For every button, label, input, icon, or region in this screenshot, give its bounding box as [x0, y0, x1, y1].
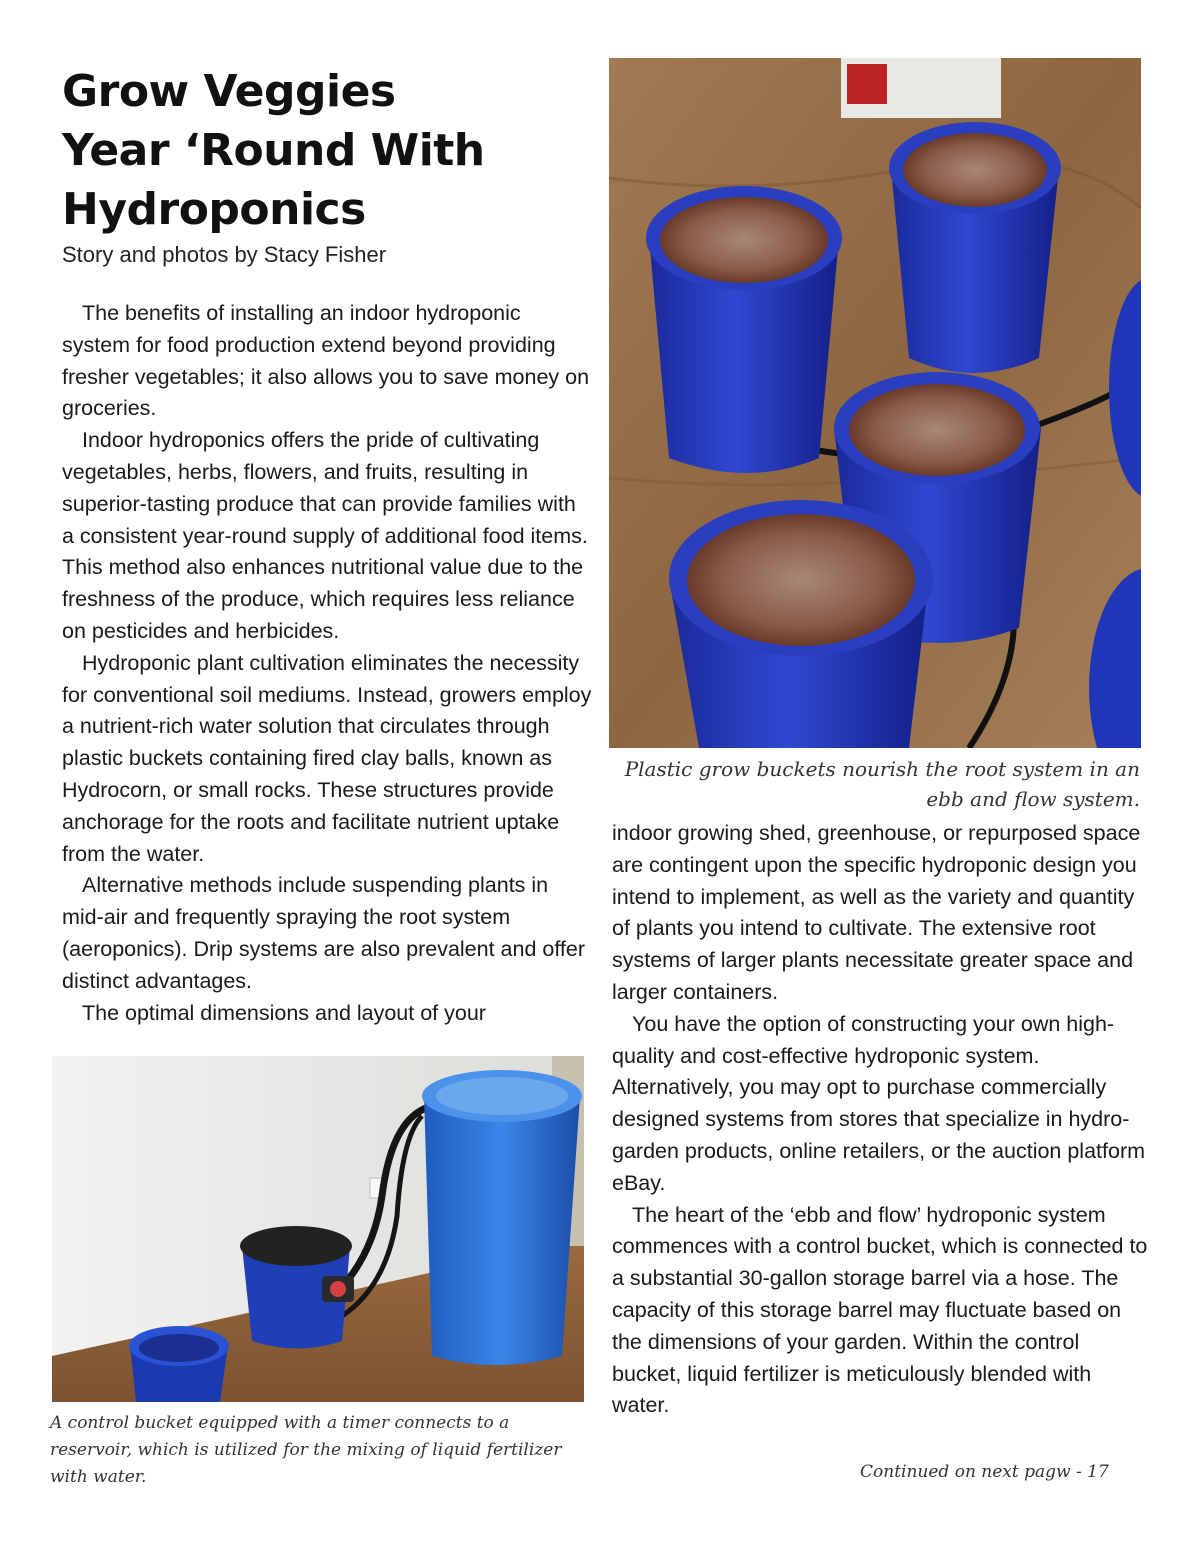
paragraph: Alternative methods include suspending plants in mid-air and frequently spraying the root system (aeroponics). Drip systems are also prevalent and offer distinct advantages.	[62, 873, 586, 993]
paragraph: You have the option of constructing your own high-quality and cost-effective hydroponic system. Alternatively, you may opt to purchase commercially designed systems from stores that specialize in hydro-garden products, online retailers, or the auction platform eBay.	[612, 1011, 1146, 1195]
grow-buckets-photo	[609, 58, 1141, 748]
right-column-text	[612, 818, 1152, 1422]
bottom-photo-caption: A control bucket equipped with a timer connects to a reservoir, which is utilized for the mixing of liquid fertilizer with water.	[50, 1413, 562, 1487]
left-column-text	[62, 298, 592, 1058]
paragraph: Hydroponic plant cultivation eliminates the necessity for conventional soil mediums. Instead, growers employ a nutrient-rich water solution that circulates through plastic buckets containing fired clay balls, known as Hydrocorn, or small rocks. These structures provide anchorage for the roots and facilitate nutrient uptake from the water.	[62, 650, 592, 866]
continued-notice: Continued on next pagw - 17	[860, 1462, 1109, 1482]
title-line: Hydroponics	[62, 184, 366, 235]
title-line: Grow Veggies	[62, 66, 396, 117]
article-title	[62, 62, 582, 239]
title-line: Year ‘Round With	[62, 125, 485, 176]
paragraph: Indoor hydroponics offers the pride of cultivating vegetables, herbs, flowers, and fruits, resulting in superior-tasting produce that can provide families with a consistent year-round supply of additional food items. This method also enhances nutritional value due to the freshness of the produce, which requires less reliance on pesticides and herbicides.	[62, 428, 588, 643]
control-bucket-photo	[52, 1056, 584, 1402]
byline: Story and photos by Stacy Fisher	[62, 242, 387, 267]
paragraph: The heart of the ‘ebb and flow’ hydroponic system commences with a control bucket, which is connected to a substantial 30-gallon storage barrel via a hose. The capacity of this storage barrel may fluctuate based on the dimensions of your garden. Within the control bucket, liquid fertilizer is meticulously blended with water.	[612, 1202, 1148, 1418]
paragraph: The benefits of installing an indoor hydroponic system for food production extend beyond providing fresher vegetables; it also allows you to save money on groceries.	[62, 301, 590, 421]
paragraph: indoor growing shed, greenhouse, or repurposed space are contingent upon the specific hydroponic design you intend to implement, as well as the variety and quantity of plants you intend to cultivate. The extensive root systems of larger plants necessitate greater space and larger containers.	[612, 821, 1141, 1004]
paragraph: The optimal dimensions and layout of your	[82, 1000, 486, 1025]
top-photo-caption: Plastic grow buckets nourish the root system in an ebb and flow system.	[624, 757, 1140, 811]
